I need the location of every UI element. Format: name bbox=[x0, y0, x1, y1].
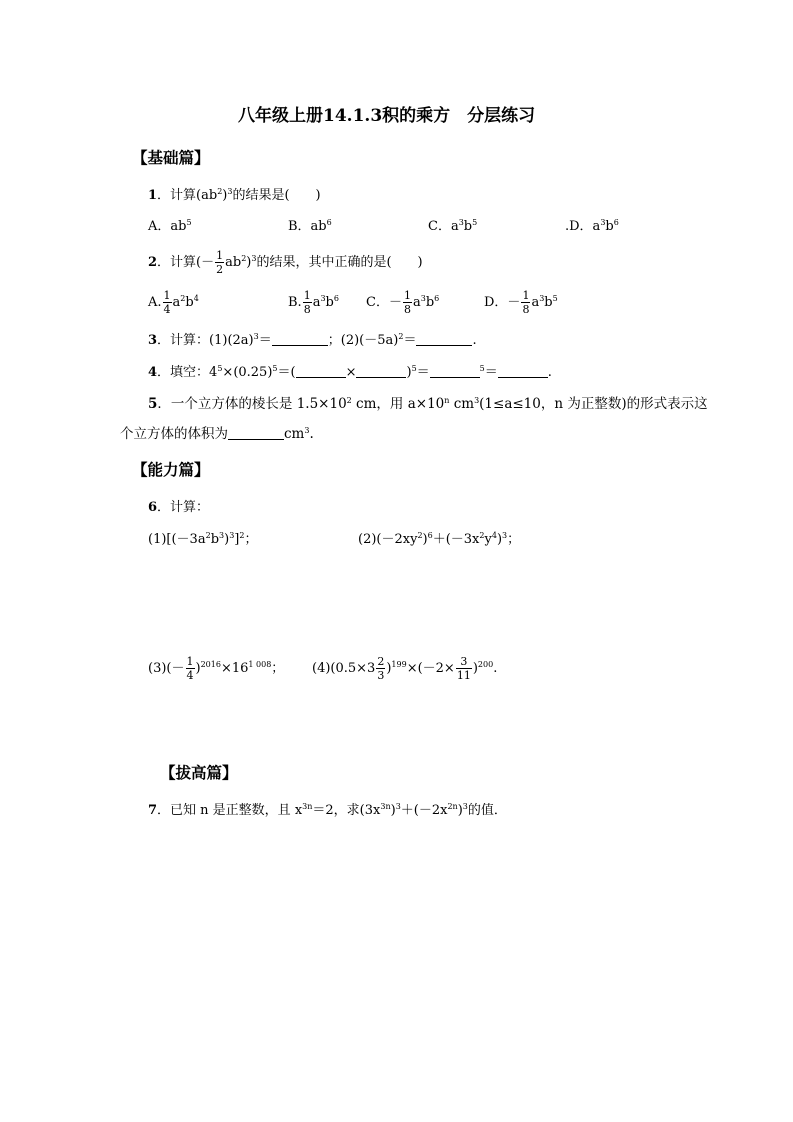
question-6-part-4: (4)(0.5×3 $\frac{2}{3}$ )$^{199}$×(－2× $\frac{3}{11}$ )$^{200}$. bbox=[312, 655, 498, 682]
fraction: $\frac{1}{8}$ bbox=[303, 289, 311, 316]
question-6-part-2: $(2)(-2xy^2)^6+(-3x^2y^4)^3$； bbox=[358, 531, 521, 547]
question-6-stem: 6．计算： bbox=[148, 500, 210, 515]
answer-blank[interactable] bbox=[356, 366, 406, 378]
fraction: $\frac{1}{2}$ bbox=[216, 249, 224, 276]
question-number: 5 bbox=[148, 396, 158, 412]
question-5-line-2: 个立方体的体积为 $cm^3$. bbox=[120, 426, 314, 442]
question-number: 4 bbox=[148, 365, 158, 380]
q2-option-a[interactable]: A. $\frac{1}{4}$ $a^2b^4$ bbox=[148, 289, 199, 316]
question-number: 3 bbox=[148, 333, 158, 348]
q2-option-c[interactable]: C．－ $\frac{1}{8}$ $a^3b^6$ bbox=[366, 289, 440, 316]
fraction: $\frac{1}{8}$ bbox=[403, 289, 411, 316]
q2-option-b[interactable]: B. $\frac{1}{8}$ $a^3b^6$ bbox=[288, 289, 339, 316]
q1-option-d[interactable]: .D．$a^3b^6$ bbox=[565, 218, 619, 234]
q1-option-c[interactable]: C．$a^3b^5$ bbox=[428, 218, 478, 234]
answer-blank[interactable] bbox=[228, 428, 284, 440]
q2-option-d[interactable]: D．－ $\frac{1}{8}$ $a^3b^5$ bbox=[484, 289, 558, 316]
question-6-part-3: (3)(－ $\frac{1}{4}$ )$^{2016}\times 16^{1 008}$； bbox=[148, 655, 285, 682]
question-5-line-1: 5．一个立方体的棱长是 $1.5\times 10^2$ cm，用 $a\times 10^n$ $cm^3(1\le a\le 10$，n 为正整数)的形式表示这 bbox=[148, 396, 708, 412]
question-number: 2 bbox=[148, 255, 158, 270]
section-ability-heading: 【能力篇】 bbox=[132, 460, 210, 479]
question-number: 1 bbox=[148, 188, 158, 203]
answer-blank[interactable] bbox=[272, 334, 328, 346]
fraction: $\frac{2}{3}$ bbox=[377, 655, 385, 682]
question-number: 7 bbox=[148, 803, 158, 818]
question-6-part-1: $(1)[(-3a^2b^3)^3]^2$； bbox=[148, 531, 258, 547]
section-advanced-heading: 【拔高篇】 bbox=[160, 763, 238, 782]
answer-blank[interactable] bbox=[416, 334, 472, 346]
q1-option-b[interactable]: B．$ab^6$ bbox=[288, 218, 332, 234]
page-title: 八年级上册14.1.3积的乘方 分层练习 bbox=[238, 106, 536, 126]
question-4: 4．填空：$4^5\times(0.25)^5=( \times )^5= ^5=$ . bbox=[148, 364, 552, 380]
answer-blank[interactable] bbox=[430, 366, 480, 378]
answer-blank[interactable] bbox=[296, 366, 346, 378]
question-number: 6 bbox=[148, 500, 158, 515]
section-basic-heading: 【基础篇】 bbox=[132, 148, 210, 167]
fraction: $\frac{1}{4}$ bbox=[186, 655, 194, 682]
question-1-stem: 1．计算$(ab^2)^3$的结果是( ) bbox=[148, 187, 321, 203]
question-3: 3．计算：$(1)(2a)^3=$ ；$(2)(-5a)^2=$ . bbox=[148, 332, 477, 348]
answer-blank[interactable] bbox=[498, 366, 548, 378]
fraction: $\frac{3}{11}$ bbox=[456, 655, 471, 682]
question-2-stem: 2．计算(－ $\frac{1}{2}$ $ab^2)^3$的结果，其中正确的是( ) bbox=[148, 249, 423, 276]
fraction: $\frac{1}{8}$ bbox=[522, 289, 530, 316]
q1-option-a[interactable]: A．$ab^5$ bbox=[148, 218, 192, 234]
question-7: 7．已知 n 是正整数，且 $x^{3n}=2$，求$(3x^{3n})^3+(-2x^{2n})^3$的值． bbox=[148, 802, 507, 818]
fraction: $\frac{1}{4}$ bbox=[163, 289, 171, 316]
